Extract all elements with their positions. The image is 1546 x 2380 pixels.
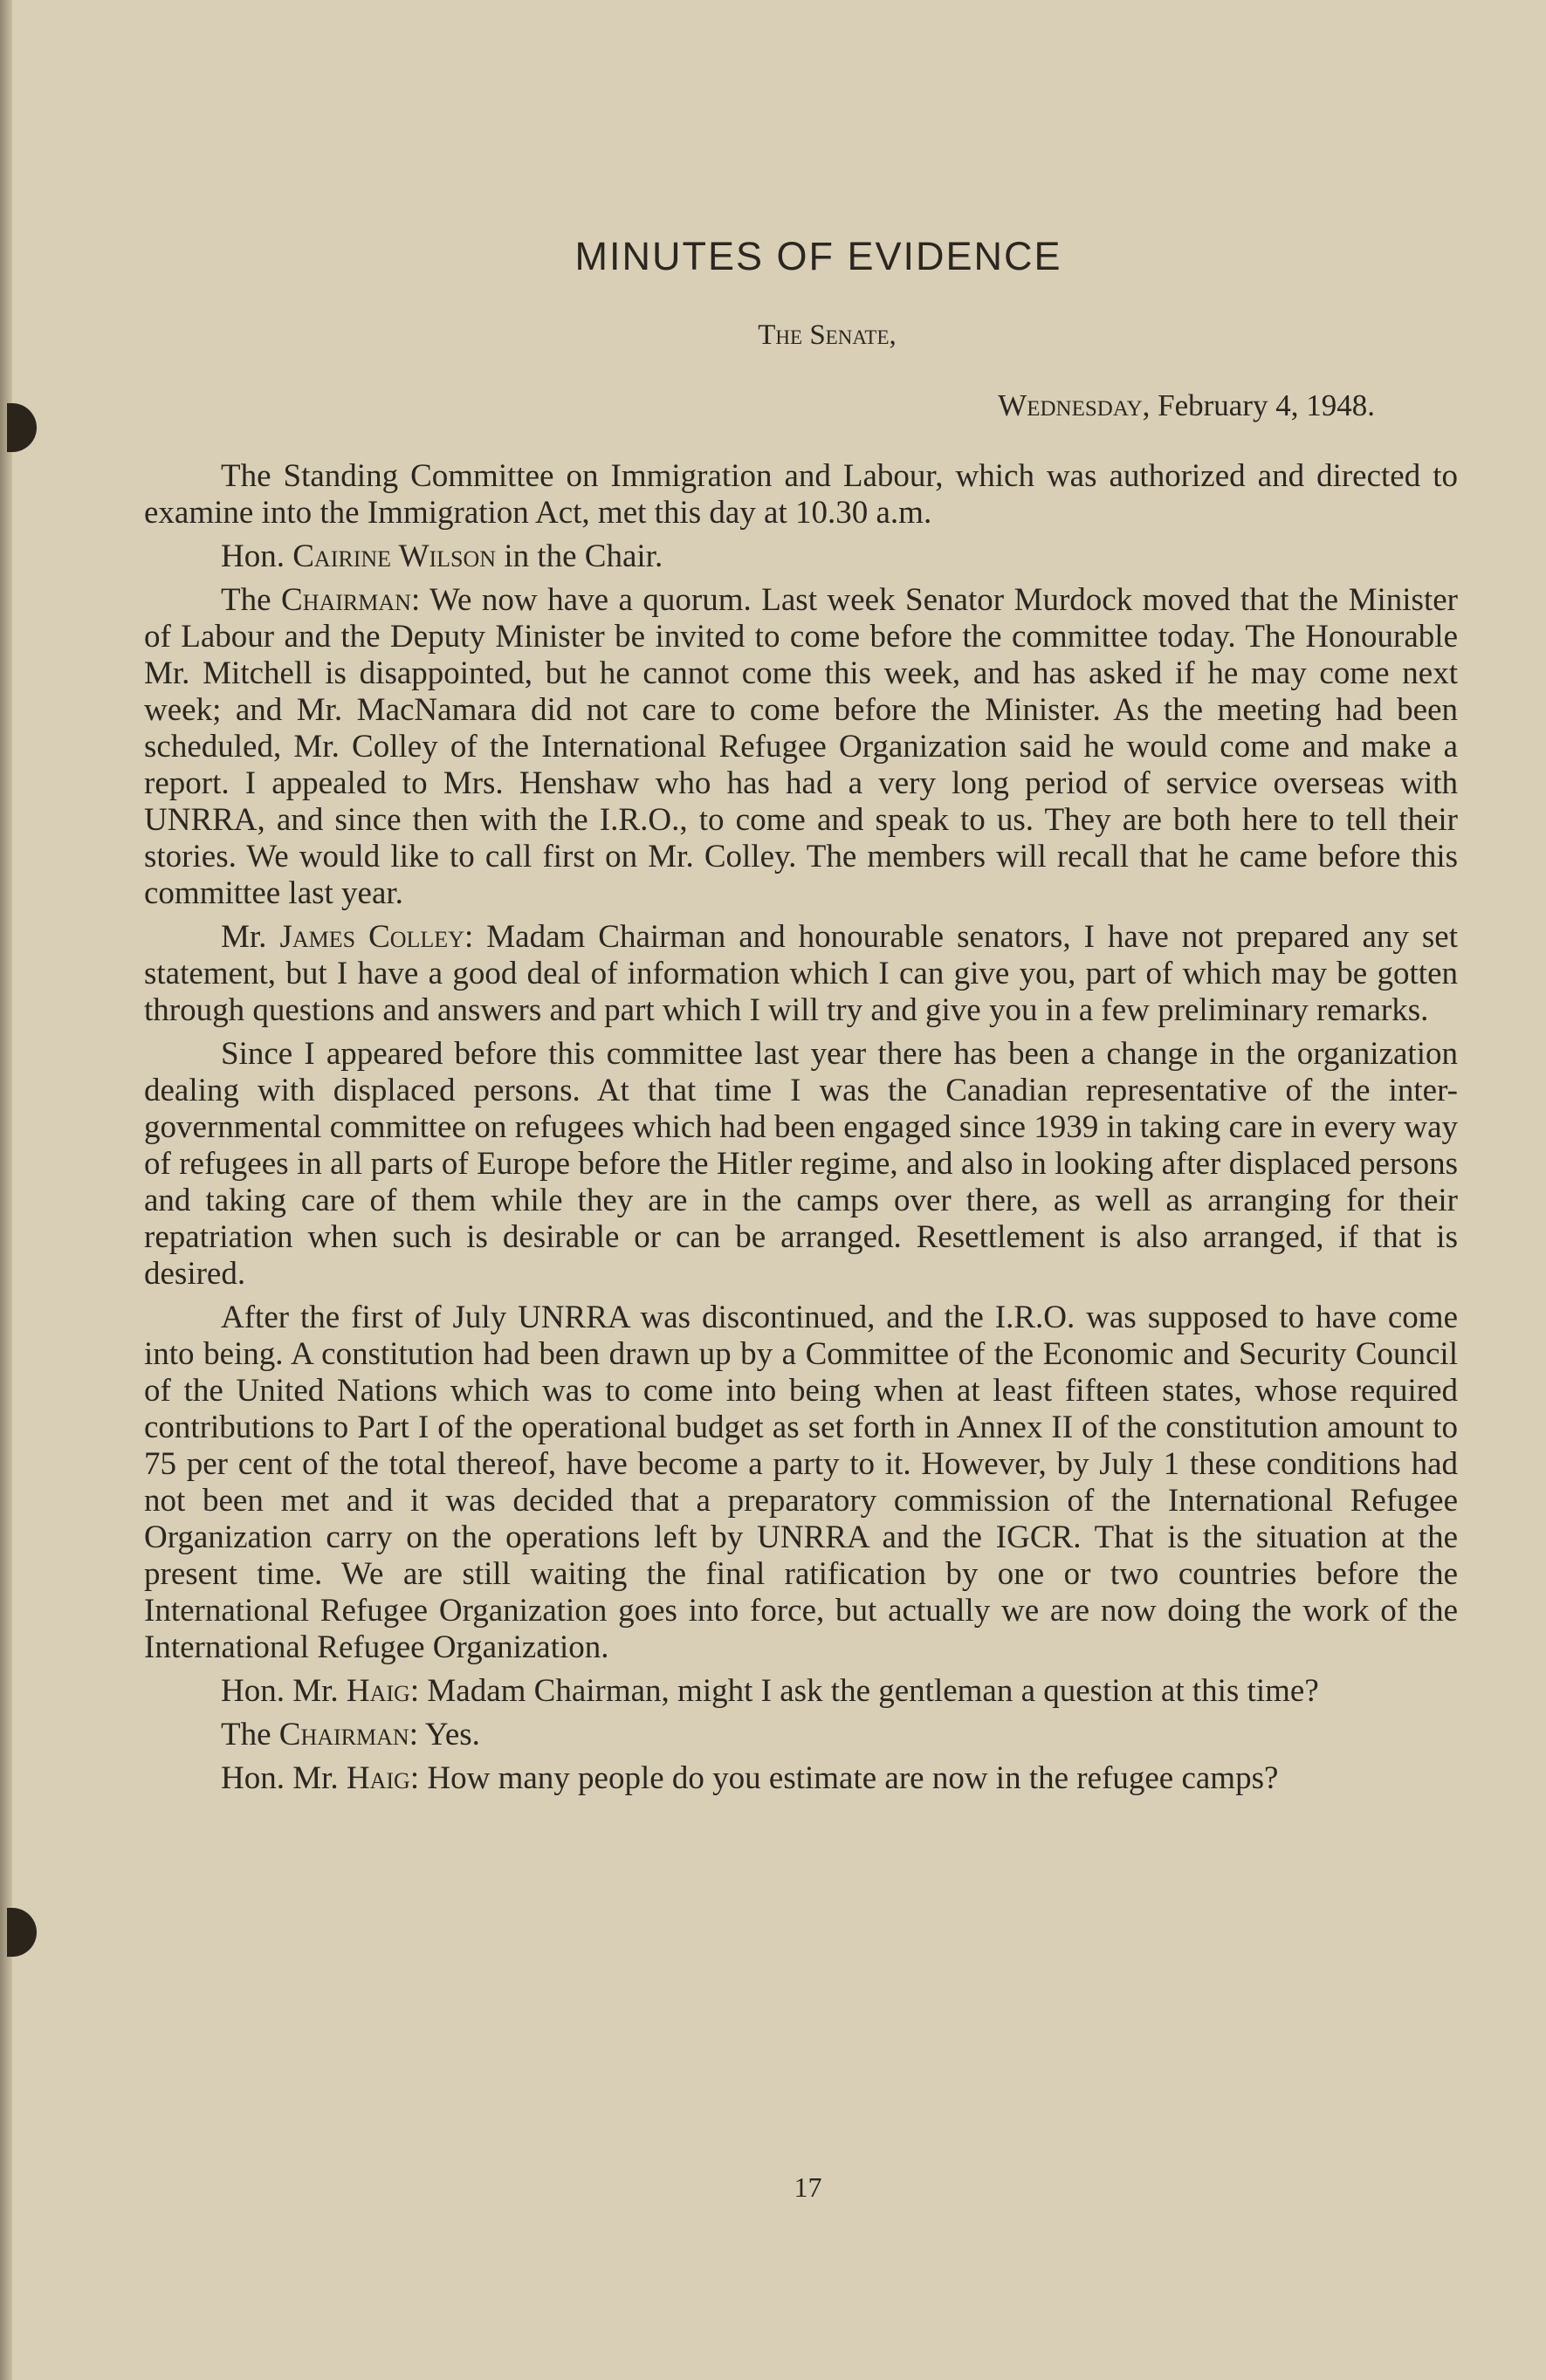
speaker-prefix: The [221, 582, 282, 618]
paragraph [144, 1760, 1458, 1797]
speaker-name: Chairman [281, 582, 411, 618]
page-edge [0, 0, 12, 2380]
paragraph-text: : Madam Chairman, might I ask the gentleman a question at this time? [409, 1673, 1319, 1709]
speaker-prefix: Hon. [221, 538, 293, 574]
paragraph-text: : Yes. [409, 1717, 480, 1752]
chair-name: Cairine Wilson [292, 538, 497, 574]
page-title: MINUTES OF EVIDENCE [574, 234, 1062, 278]
speaker-name: James Colley [279, 919, 464, 955]
speaker-name: Chairman [278, 1717, 409, 1752]
dateline [144, 388, 1375, 423]
speaker-prefix: Hon. Mr. [221, 1673, 347, 1709]
paragraph-text: in the Chair. [496, 538, 663, 574]
binding-hole-mark [7, 403, 37, 452]
speaker-name: Haig [346, 1760, 410, 1796]
paragraph [144, 1673, 1458, 1710]
dateline-date: February 4, 1948. [1158, 388, 1375, 422]
speaker-prefix: The [221, 1717, 279, 1752]
binding-hole-mark [7, 1908, 37, 1957]
speaker-prefix: Hon. Mr. [221, 1760, 347, 1796]
dateline-day: Wednesday, [998, 388, 1151, 422]
paragraph [144, 1717, 1458, 1753]
paragraph-text: : Madam Chairman and honourable senators, I have not prepared any set statement, but I have a good deal of information which I can give you, part of which may be gotten through questions and answers and part which I will try and give you in a few preliminary remarks. [144, 919, 1458, 1028]
paragraph-text: After the first of July UNRRA was discontinued, and the I.R.O. was supposed to have come into being. A constitution had been drawn up by a Committee of the Economic and Security Council of the United Nations which was to come into being when at least fifteen states, whose required contributions to Part I of the operational budget as set forth in Annex II of the constitution amount to 75 per cent of the total thereof, have become a party to it. However, by July 1 these conditions had not been met and it was decided that a preparatory commission of the International Refugee Organization carry on the operations left by UNRRA and the IGCR. That is the situation at the present time. We are still waiting the final ratification by one or two countries before the International Refugee Organization goes into force, but actually we are now doing the work of the International Refugee Organization. [144, 1300, 1458, 1665]
page-content [144, 234, 1458, 1804]
paragraph [144, 1300, 1458, 1666]
paragraph-text: : We now have a quorum. Last week Senator Murdock moved that the Minister of Labour and the Deputy Minister be invited to come before the committee today. The Honourable Mr. Mitchell is disappointed, but he cannot come this week, and has asked if he may come next week; and Mr. MacNamara did not care to come before the Minister. As the meeting had been scheduled, Mr. Colley of the International Refugee Organization said he would come and make a report. I appealed to Mrs. Henshaw who has had a very long period of service overseas with UNRRA, and since then with the I.R.O., to come and speak to us. They are both here to tell their stories. We would like to call first on Mr. Colley. The members will recall that he came before this committee last year. [144, 582, 1458, 911]
paragraph-text: Since I appeared before this committee last year there has been a change in the organization dealing with displaced persons. At that time I was the Canadian representative of the inter-governmental committee on refugees which had been engaged since 1939 in taking care in every way of refugees in all parts of Europe before the Hitler regime, and also in looking after displaced persons and taking care of them while they are in the camps over there, as well as arranging for their repatriation when such is desirable or can be arranged. Resettlement is also arranged, if that is desired. [144, 1036, 1458, 1292]
paragraph [144, 1036, 1458, 1293]
speaker-name: Haig [346, 1673, 410, 1709]
place-heading: The Senate, [758, 319, 897, 351]
paragraph [144, 582, 1458, 912]
paragraph [144, 919, 1458, 1029]
speaker-prefix: Mr. [221, 919, 280, 955]
paragraph [144, 458, 1458, 532]
page-number: 17 [794, 2171, 822, 2203]
paragraph-text: : How many people do you estimate are now in the refugee camps? [409, 1760, 1279, 1796]
paragraph-text: The Standing Committee on Immigration and Labour, which was authorized and directed to examine into the Immigration Act, met this day at 10.30 a.m. [144, 458, 1458, 531]
paragraph [144, 538, 1458, 575]
